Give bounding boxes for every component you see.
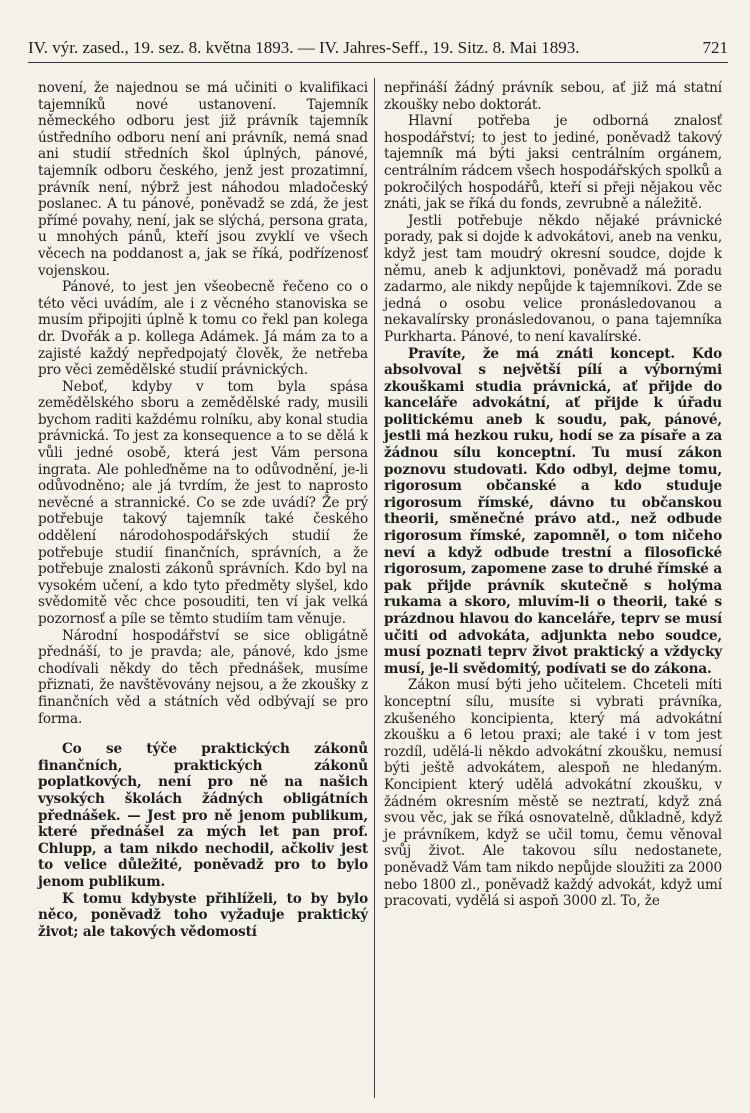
header-rule — [28, 62, 728, 63]
column-divider — [374, 78, 375, 1098]
paragraph: Pravíte, že má znáti koncept. Kdo absolvoval s největší pílí a výbornými zkouškami studia právnická, ať přijde do kanceláře advokátní, ať přijde k úřadu politickému aneb k soudu, pak, pánové, jestli má hezkou ruku, hodí se za písaře a za žádnou sílu konceptní. Tu musí zákon poznovu studovati. Kdo odbyl, dejme tomu, rigorosum občanské a kdo studuje rigorosum římské, dávno tu občanskou theorii, směnečné právo atd., než odbude rigorosum římské, zapomněl, o tom ničeho neví a když odbude trestní a filosofické rigorosum, zapomene zase to druhé římské a pak přijde právník skutečně s holýma rukama a skoro, mluvím-li o theorii, také s prázdnou hlavou do kanceláře, teprv se musí učiti od advokáta, adjunkta nebo soudce, musí poznati teprv život praktický a vždycky musí, je-li svědomitý, podívati se do zákona. — [384, 345, 722, 677]
paragraph: Co se týče praktických zákonů finančních, praktických zákonů poplatkových, není pro ně na našich vysokých školách žádných obligátních přednášek. — Jest pro ně jenom publikum, které přednášel za mých let pan prof. Chlupp, a tam nikdo nechodil, ačkoliv jest to velice důležité, poněvadž pro to bylo jenom publikum. — [38, 741, 368, 890]
page-number: 721 — [702, 38, 728, 57]
running-header — [28, 34, 728, 64]
paragraph: K tomu kdybyste přihlíželi, to by bylo něco, poněvadž toho vyžaduje praktický život; ale takových vědomostí — [38, 890, 368, 940]
paragraph: Zákon musí býti jeho učitelem. Chceteli míti konceptní sílu, musíte si vybrati právníka, zkušeného koncipienta, který má advokátní zkoušku a 6 letou praxi; ale také i v tom jest rozdíl, udělá-li někdo advokátní zkoušku, nemusí býti ještě advokátem, alespoň ne hledaným. Koncipient který udělá advokátní zkoušku, v žádném okresním městě se neztratí, když zná svou věc, jak se říká osnovatelně, důkladně, když je právníkem, když se učil tomu, čemu věnoval svůj život. Ale takovou sílu nedostanete, poněvadž Vám tam nikdo nepůjde sloužiti za 2000 nebo 1800 zl., poněvadž každý advokát, když umí pracovati, vydělá si aspoň 3000 zl. To, že — [384, 677, 722, 910]
right-column — [384, 80, 722, 910]
paragraph: Hlavní potřeba je odborná znalosť hospodářství; to jest to jediné, poněvadž takový tajemník má býti jaksi centrálním orgánem, centrálním rádcem všech hospodářských spolků a pokročilých hospodářů, kteří si přeji nějakou věc znáti, jak se říká du fonds, zevrubně a náležitě. — [384, 113, 722, 213]
paragraph: Neboť, kdyby v tom byla spása zemědělského sboru a zemědělské rady, musili bychom raditi každému rolníku, aby konal studia právnická. To jest za konsequence a to se dělá k vůli jedné osobě, která jest Vám persona ingrata. Ale pohleďněme na to odůvodnění, je-li odůvodněno; ale já tvrdím, že jest to naprosto nevěcné a strannické. Co se zde uvádí? Že prý potřebuje takový tajemník také českého oddělení národohospodářských studií že potřebuje studií finančních, správních, a že potřebuje znalosti zákonů správních. Kdo byl na vysokém učení, a kdo tyto předměty slyšel, kdo svědomitě věc chce posouditi, ten ví jak velká pozornosť a píle se těmto studiím tam věnuje. — [38, 378, 368, 627]
paragraph: novení, že najednou se má učiniti o kvalifikaci tajemníků nové ustanovení. Tajemník německého odboru jest již právník tajemník ústředního odboru není ani právník, nemá snad ani studií středních škol úplných, pánové, tajemník odboru českého, jenž jest prozatimní, právník není, nýbrž jest náhodou mladočeský poslanec. A tu pánové, poněvadž se zdá, že jest přímé povahy, není, jak se slýchá, persona grata, u mnohých pánů, kteří jsou zvyklí ve všech věcech na poddanost a, jak se říká, podřízenosť vojenskou. — [38, 80, 368, 279]
paragraph: nepřináší žádný právník sebou, ať již má statní zkoušky nebo doktorát. — [384, 80, 722, 113]
paragraph: Jestli potřebuje někdo nějaké právnické porady, pak si dojde k advokátovi, aneb na venku, když jest tam moudrý okresní soudce, dojde k němu, aneb k adjunktovi, poněvadž má poradu zadarmo, ale nikdy nepůjde k tajemníkovi. Zde se jedná o osobu velice pronásledovanou a nekavalírsky pronásledovanou, o pana tajemníka Purkharta. Pánové, to není kavalírské. — [384, 212, 722, 345]
paragraph: Národní hospodářství se sice obligátně přednáší, to je pravda; ale, pánové, kdo jsme chodívali někdy do těch přednášek, musíme přiznati, že navštěvovány nejsou, a že zkoušky z finančních věd a státních věd odbývají se pro forma. — [38, 627, 368, 727]
header-title: IV. výr. zased., 19. sez. 8. května 1893. — IV. Jahres-Seff., 19. Sitz. 8. Mai 1893. — [28, 38, 580, 57]
left-column — [38, 80, 368, 940]
paragraph: Pánové, to jest jen všeobecně řečeno co o této věci uvádím, ale i z věcného stanoviska se musím připojiti úplně k tomu co řekl pan kolega dr. Dvořák a p. kollega Adámek. Já mám za to a zajisté každý nepředpojatý člověk, že netřeba pro věci zemědělské studií právnických. — [38, 279, 368, 379]
